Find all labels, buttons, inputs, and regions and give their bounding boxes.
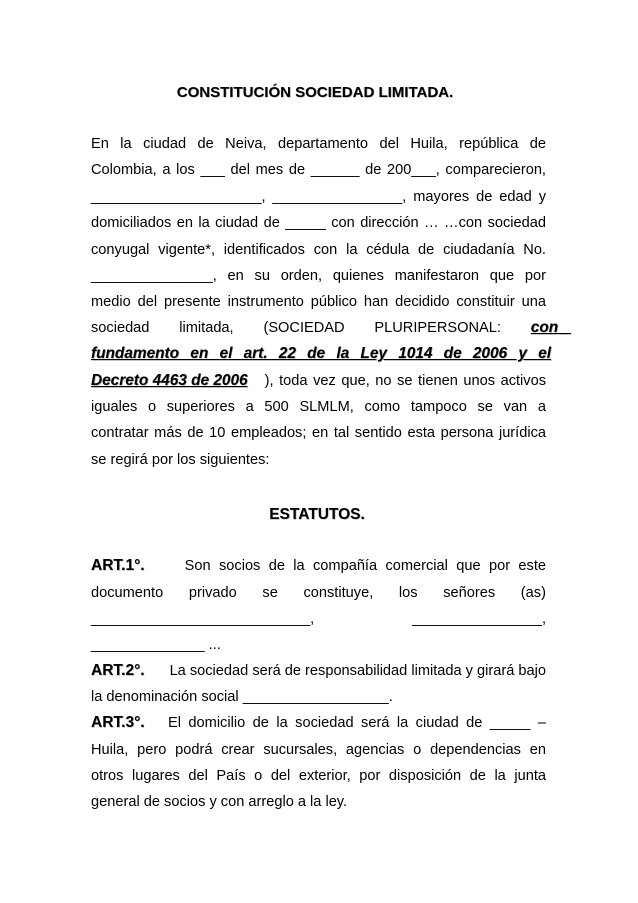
art1-line-4: ______________ ... [91,637,221,653]
law-reference-line: fundamento en el art. 22 de la Ley 1014 de 2006 y el [91,345,551,362]
intro-line-4: domiciliados en la ciudad de _____ con dirección … …con sociedad [91,215,546,231]
document-title: CONSTITUCIÓN SOCIEDAD LIMITADA. [176,84,454,101]
intro-line-8-word: (SOCIEDAD [263,320,345,336]
art1-word: documento [91,585,164,601]
intro-line-8-word: limitada, [179,320,234,336]
art3-line-1 [91,713,546,733]
intro-tail-line-2: contratar más de 10 empleados; en tal sentido esta persona jurídica [91,425,546,441]
art2-line-2: la denominación social __________________. [91,689,393,705]
art2-label: ART.2°. [91,662,145,679]
art1-line-1 [91,556,546,576]
intro-line-6: _______________, en su orden, quienes manifestaron que por [91,268,546,284]
intro-line-8 [91,318,571,338]
art2-line-1 [91,661,546,681]
art1-line-3 [91,609,546,629]
art1-text: Son socios de la compañía comercial que por este [184,558,546,574]
intro-line-8-word: PLURIPERSONAL: [374,320,501,336]
decreto-line [91,371,546,391]
art2-text: La sociedad será de responsabilidad limitada y girará bajo [169,663,546,679]
intro-tail-line-1: iguales o superiores a 500 SLMLM, como tampoco se van a [91,399,546,415]
intro-line-3: _____________________, ________________, mayores de edad y [91,189,546,205]
intro-line-5: conyugal vigente*, identificados con la cédula de ciudadanía No. [91,242,546,258]
art1-word: se [262,585,278,601]
art1-word: (as) [520,585,546,601]
art1-blank-right: ________________, [412,611,546,627]
art1-line-2 [91,583,546,603]
art1-word: privado [188,585,237,601]
art3-label: ART.3°. [91,714,145,731]
intro-line-8-word: sociedad [91,320,150,336]
intro-line-1: En la ciudad de Neiva, departamento del Huila, república de [91,136,546,152]
decreto-line-tail: ), toda vez que, no se tienen unos activos [264,373,546,389]
art1-word: los [398,585,418,601]
art1-label: ART.1°. [91,557,145,574]
art3-line-4: general de socios y con arreglo a la ley. [91,794,348,810]
intro-tail-line-3: se regirá por los siguientes: [91,452,270,468]
law-word-con: con [530,319,559,336]
art3-text: El domicilio de la sociedad será la ciudad de _____ – [168,715,546,731]
art3-line-3: otros lugares del País o del exterior, por disposición de la junta [91,768,546,784]
intro-line-7: medio del presente instrumento público han decidido constituir una [91,294,546,310]
law-reference-start [531,318,571,338]
art1-word: constituye, [303,585,374,601]
art1-word: señores [443,585,496,601]
art3-line-2: Huila, pero podrá crear sucursales, agencias o dependencias en [91,742,546,758]
decreto-reference: Decreto 4463 de 2006 [91,372,248,389]
intro-line-2: Colombia, a los ___ del mes de ______ de 200___, comparecieron, [91,162,546,178]
estatutos-heading: ESTATUTOS. [269,506,365,523]
art1-blank-left: ___________________________, [91,611,315,627]
